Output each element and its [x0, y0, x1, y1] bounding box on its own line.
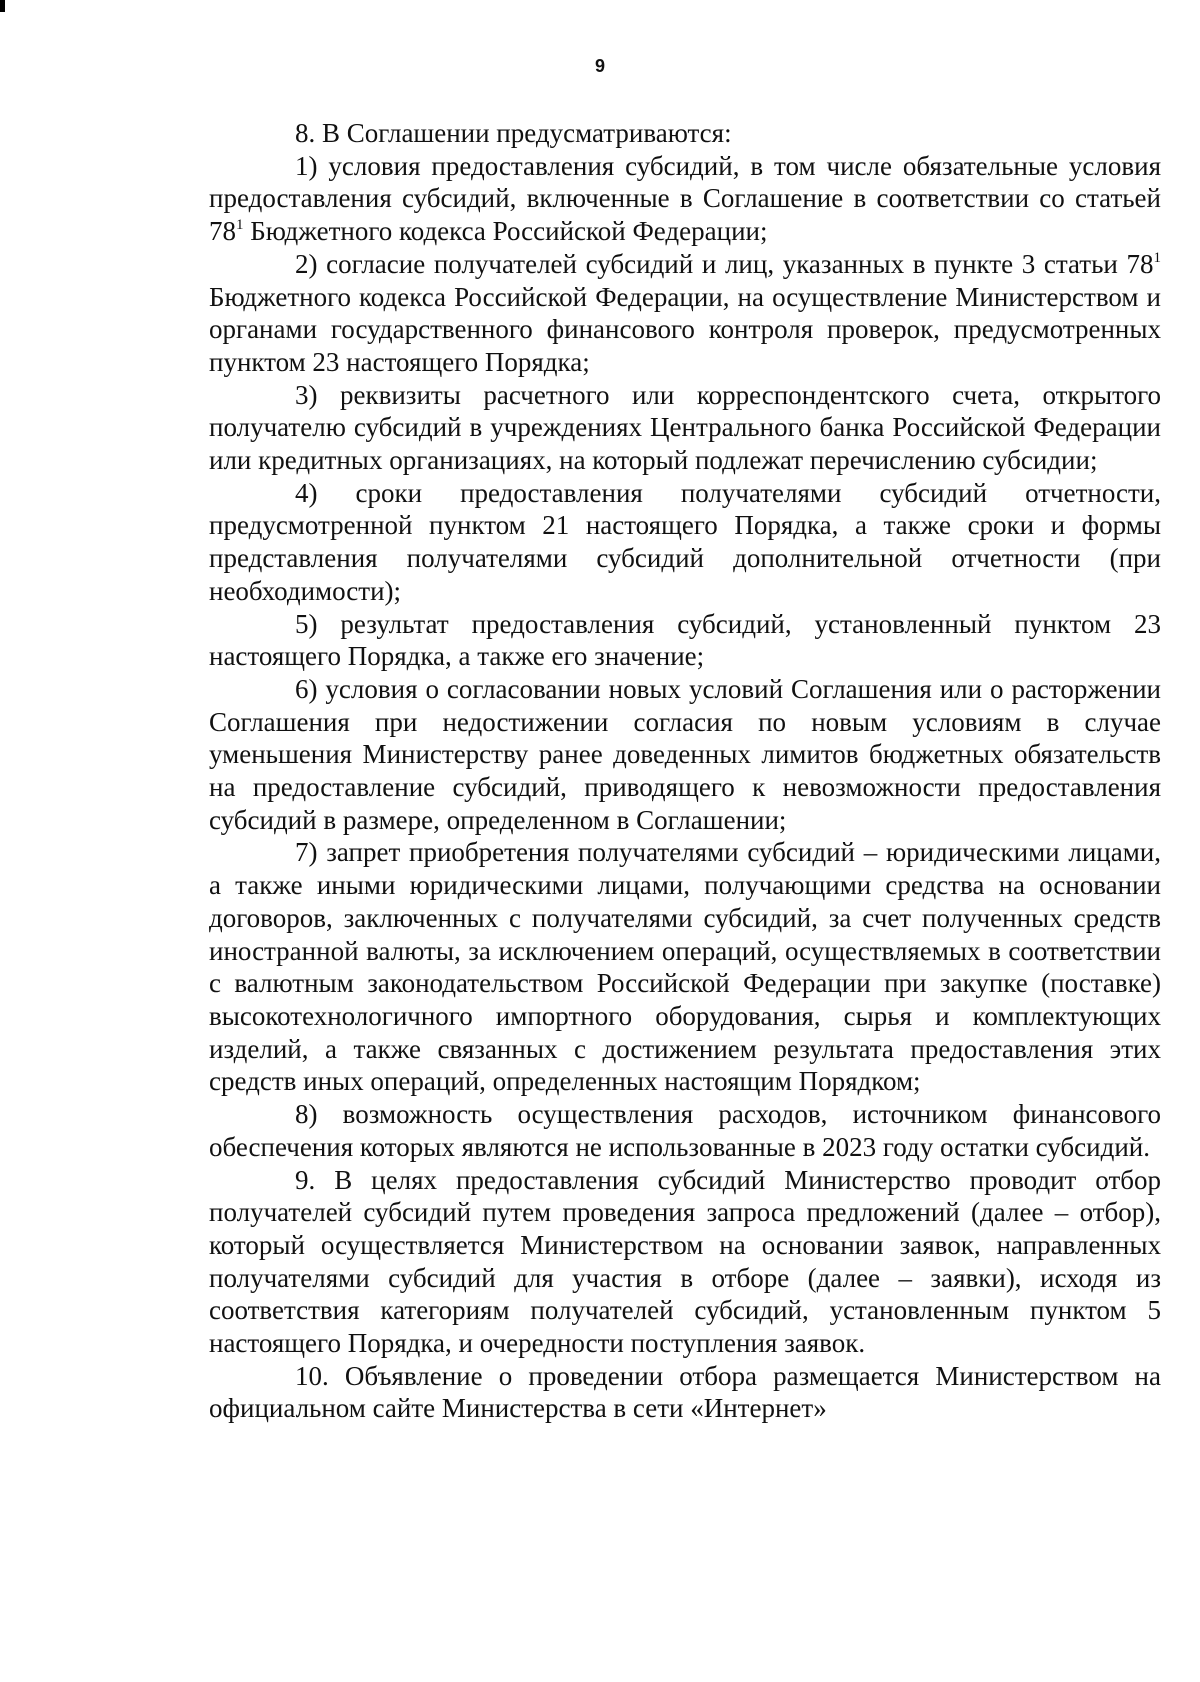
paragraph-8-heading: 8. В Соглашении предусматриваются:: [295, 118, 732, 148]
article-superscript: 1: [1153, 249, 1161, 266]
paragraph-10: 10. Объявление о проведении отбора размещается Министерством на официальном сайте Министерства в сети «Интернет»: [209, 1360, 1161, 1424]
paragraph-8-item-1-text-a: 1) условия предоставления субсидий, в том числе обязательные условия предоставления субсидий, включенные в Соглашение в соответствии со статьей 78: [209, 150, 1161, 247]
paragraph-8-item-5: 5) результат предоставления субсидий, установленный пунктом 23 настоящего Порядка, а также его значение;: [209, 608, 1161, 672]
paragraph-8-item-6: 6) условия о согласовании новых условий Соглашения или о расторжении Соглашения при недостижении согласия по новым условиям в случае уменьшения Министерству ранее доведенных лимитов бюджетных обязательств на предоставление субсидий, приводящего к невозможности предоставления субсидий в размере, определенном в Соглашении;: [209, 673, 1161, 835]
paragraph-8-item-1: [209, 150, 1161, 248]
article-superscript: 1: [236, 217, 244, 234]
scan-edge-mark: [0, 0, 5, 12]
paragraph-8-item-7: 7) запрет приобретения получателями субсидий – юридическими лицами, а также иными юридическими лицами, получающими средства на основании договоров, заключенных с получателями субсидий, за счет полученных средств иностранной валюты, за исключением операций, осуществляемых в соответствии с валютным законодательством Российской Федерации при закупке (поставке) высокотехнологичного импортного оборудования, сырья и комплектующих изделий, а также связанных с достижением результата предоставления этих средств иных операций, определенных настоящим Порядком;: [209, 837, 1161, 1097]
page-number: 9: [594, 56, 605, 76]
paragraph-8-item-4: 4) сроки предоставления получателями субсидий отчетности, предусмотренной пунктом 21 настоящего Порядка, а также сроки и формы представления получателями субсидий дополнительной отчетности (при необходимости);: [209, 477, 1161, 606]
paragraph-8-item-2-text-a: 2) согласие получателей субсидий и лиц, указанных в пункте 3 статьи 78: [295, 248, 1154, 279]
paragraph-8-item-1-text-b: Бюджетного кодекса Российской Федерации;: [243, 216, 768, 247]
paragraph-8-item-2-text-b: Бюджетного кодекса Российской Федерации, на осуществление Министерством и органами государственного финансового контроля проверок, предусмотренных пунктом 23 настоящего Порядка;: [209, 281, 1161, 377]
paragraph-8-item-8: 8) возможность осуществления расходов, источником финансового обеспечения которых являются не использованные в 2023 году остатки субсидий.: [209, 1099, 1161, 1162]
document-body: [209, 117, 1161, 1425]
paragraph-8-item-2: [209, 248, 1161, 379]
paragraph-8-item-3: 3) реквизиты расчетного или корреспондентского счета, открытого получателю субсидий в учреждениях Центрального банка Российской Федерации или кредитных организациях, на который подлежат перечислению субсидии;: [209, 379, 1161, 476]
paragraph-9: 9. В целях предоставления субсидий Министерство проводит отбор получателей субсидий путем проведения запроса предложений (далее – отбор), который осуществляется Министерством на основании заявок, направленных получателями субсидий для участия в отборе (далее – заявки), исходя из соответствия категориям получателей субсидий, установленным пунктом 5 настоящего Порядка, и очередности поступления заявок.: [209, 1164, 1161, 1359]
